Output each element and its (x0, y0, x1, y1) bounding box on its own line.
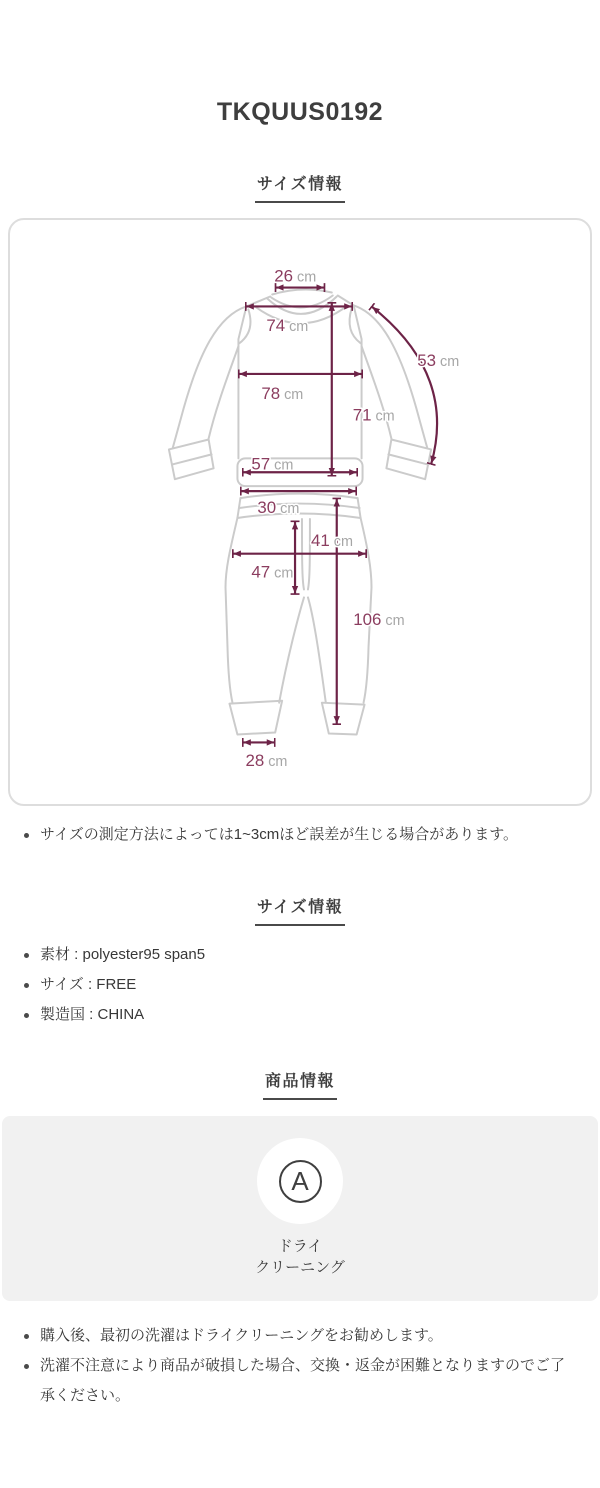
pants-outline (226, 494, 372, 735)
size-diagram-heading: サイズ情報 (255, 171, 345, 203)
svg-text:28: 28 (245, 751, 265, 771)
svg-text:cm: cm (274, 565, 294, 582)
svg-text:41: 41 (311, 530, 330, 550)
svg-text:74: 74 (266, 316, 286, 336)
measurement-body-length (353, 406, 395, 425)
product-info-section-header (0, 1068, 600, 1100)
bullet-dot (24, 953, 29, 958)
measurement-sleeve-length (417, 351, 459, 370)
care-label (255, 1236, 345, 1278)
dimension-sleeve-length (372, 306, 438, 464)
measurement-hip-width (251, 563, 293, 582)
size-text: サイズ : FREE (40, 976, 137, 993)
page-title: TKQUUS0192 (216, 98, 384, 126)
product-info-heading: 商品情報 (263, 1068, 337, 1100)
material-text: 素材 : polyester95 span5 (40, 946, 206, 963)
measurement-leg-opening (245, 751, 287, 770)
bullet-dot (24, 1364, 29, 1369)
svg-text:71: 71 (352, 405, 372, 425)
svg-text:cm: cm (274, 457, 294, 474)
size-diagram-section-header (0, 171, 600, 203)
svg-text:cm: cm (333, 533, 353, 550)
care-label-line1: ドライ (277, 1238, 323, 1255)
svg-text:106: 106 (353, 610, 382, 630)
size-info-heading: サイズ情報 (255, 894, 345, 926)
svg-text:cm: cm (385, 613, 405, 630)
svg-text:53: 53 (417, 351, 437, 371)
product-note-text-1: 購入後、最初の洗濯はドライクリーニングをお勧めします。 (40, 1327, 443, 1344)
svg-text:47: 47 (251, 562, 271, 582)
garment-diagram-svg (10, 220, 590, 804)
size-note-item (24, 822, 570, 848)
measurement-labels (245, 267, 459, 771)
measurement-shoulder-width (266, 316, 308, 335)
svg-text:cm: cm (289, 319, 309, 336)
product-note-item-1 (24, 1321, 570, 1351)
size-note-list (0, 822, 600, 848)
size-info-item-material (24, 940, 570, 970)
measurement-rise (311, 531, 353, 550)
size-info-list (0, 940, 600, 1030)
country-text: 製造国 : CHINA (40, 1006, 145, 1023)
svg-text:cm: cm (440, 354, 460, 371)
product-notes-list (0, 1321, 600, 1411)
svg-text:78: 78 (261, 383, 281, 403)
size-info-item-country (24, 1000, 570, 1030)
care-symbol-letter: A (279, 1160, 322, 1203)
product-note-text-2: 洗濯不注意により商品が破損した場合、交換・返金が困難となりますのでご了承ください。 (40, 1357, 566, 1404)
care-label-line2: クリーニング (255, 1259, 345, 1276)
bullet-dot (24, 983, 29, 988)
measurement-pants-length (353, 610, 404, 629)
measurement-chest-width (261, 384, 303, 403)
svg-text:30: 30 (257, 497, 277, 517)
svg-text:cm: cm (297, 269, 317, 286)
size-info-section-header (0, 894, 600, 926)
svg-text:57: 57 (251, 454, 271, 474)
svg-text:cm: cm (280, 500, 300, 517)
size-info-item-size (24, 970, 570, 1000)
svg-text:cm: cm (284, 386, 304, 403)
svg-text:cm: cm (268, 754, 288, 771)
bullet-dot (24, 1013, 29, 1018)
bullet-dot (24, 833, 29, 838)
product-note-item-2 (24, 1351, 570, 1411)
size-diagram-box (8, 218, 592, 806)
dry-cleaning-icon (257, 1138, 343, 1224)
svg-text:26: 26 (274, 266, 294, 286)
measurement-neck-width (274, 267, 316, 286)
size-note-text: サイズの測定方法によっては1~3cmほど誤差が生じる場合があります。 (40, 826, 519, 843)
svg-text:cm: cm (375, 408, 395, 425)
bullet-dot (24, 1334, 29, 1339)
care-instruction-card (2, 1116, 598, 1301)
measurement-hem-width (251, 454, 293, 473)
